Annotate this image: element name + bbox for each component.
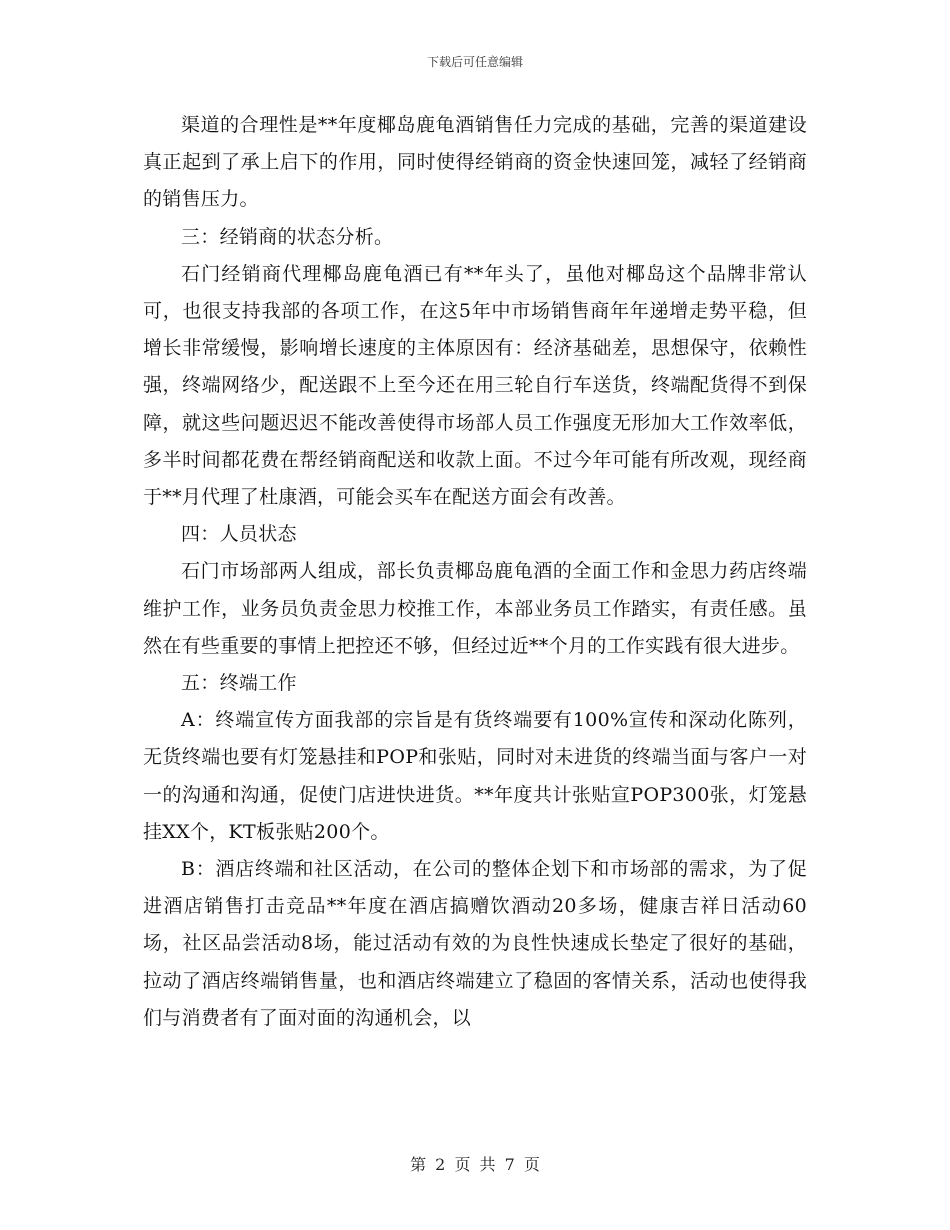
section-heading-staff-status: 四：人员状态: [181, 523, 297, 546]
paragraph-staff-status: 石门市场部两人组成，部长负责椰岛鹿龟酒的全面工作和金思力药店终端维护工作，业务员负责金思力校推工作，本部业务员工作踏实，有责任感。虽然在有些重要的事情上把控还不够，但经过近**个月的工作实践有很大进步。: [143, 560, 807, 657]
page-header: 下载后可任意编辑: [426, 55, 523, 69]
paragraph-distributor-analysis: 石门经销商代理椰岛鹿龟酒已有**年头了，虽他对椰岛这个品牌非常认可，也很支持我部的各项工作，在这5年中市场销售商年年递增走势平稳，但增长非常缓慢，影响增长速度的主体原因有：经济基础差，思想保守，依赖性强，终端网络少，配送跟不上至今还在用三轮自行车送货，终端配货得不到保障，就这些问题迟迟不能改善使得市场部人员工作强度无形加大工作效率低，多半时间都花费在帮经销商配送和收款上面。不过今年可能有所改观，现经商于**月代理了杜康酒，可能会买车在配送方面会有改善。: [143, 262, 807, 509]
paragraph-channel-rationale: 渠道的合理性是**年度椰岛鹿龟酒销售任力完成的基础，完善的渠道建设真正起到了承上启下的作用，同时使得经销商的资金快速回笼，减轻了经销商的销售压力。: [143, 114, 807, 211]
section-heading-distributor-status: 三：经销商的状态分析。: [181, 225, 394, 248]
page-number: 第 2 页 共 7 页: [410, 1155, 540, 1174]
document-body: [143, 107, 807, 1037]
paragraph-terminal-promotion: A：终端宣传方面我部的宗旨是有货终端要有100%宣传和深动化陈列，无货终端也要有灯笼悬挂和POP和张贴，同时对未进货的终端当面与客户一对一的沟通和沟通，促使门店进快进货。**年度共计张贴宣POP300张，灯笼悬挂XX个，KT板张贴200个。: [143, 709, 807, 843]
paragraph-hotel-community-events: B：酒店终端和社区活动，在公司的整体企划下和市场部的需求，为了促进酒店销售打击竞品**年度在酒店搞赠饮酒动20多场，健康吉祥日活动60场，社区品尝活动8场，能过活动有效的为良性快速成长垫定了很好的基础，拉动了酒店终端销售量，也和酒店终端建立了稳固的客情关系，活动也使得我们与消费者有了面对面的沟通机会，以: [143, 858, 807, 1029]
section-heading-terminal-work: 五：终端工作: [181, 672, 297, 695]
